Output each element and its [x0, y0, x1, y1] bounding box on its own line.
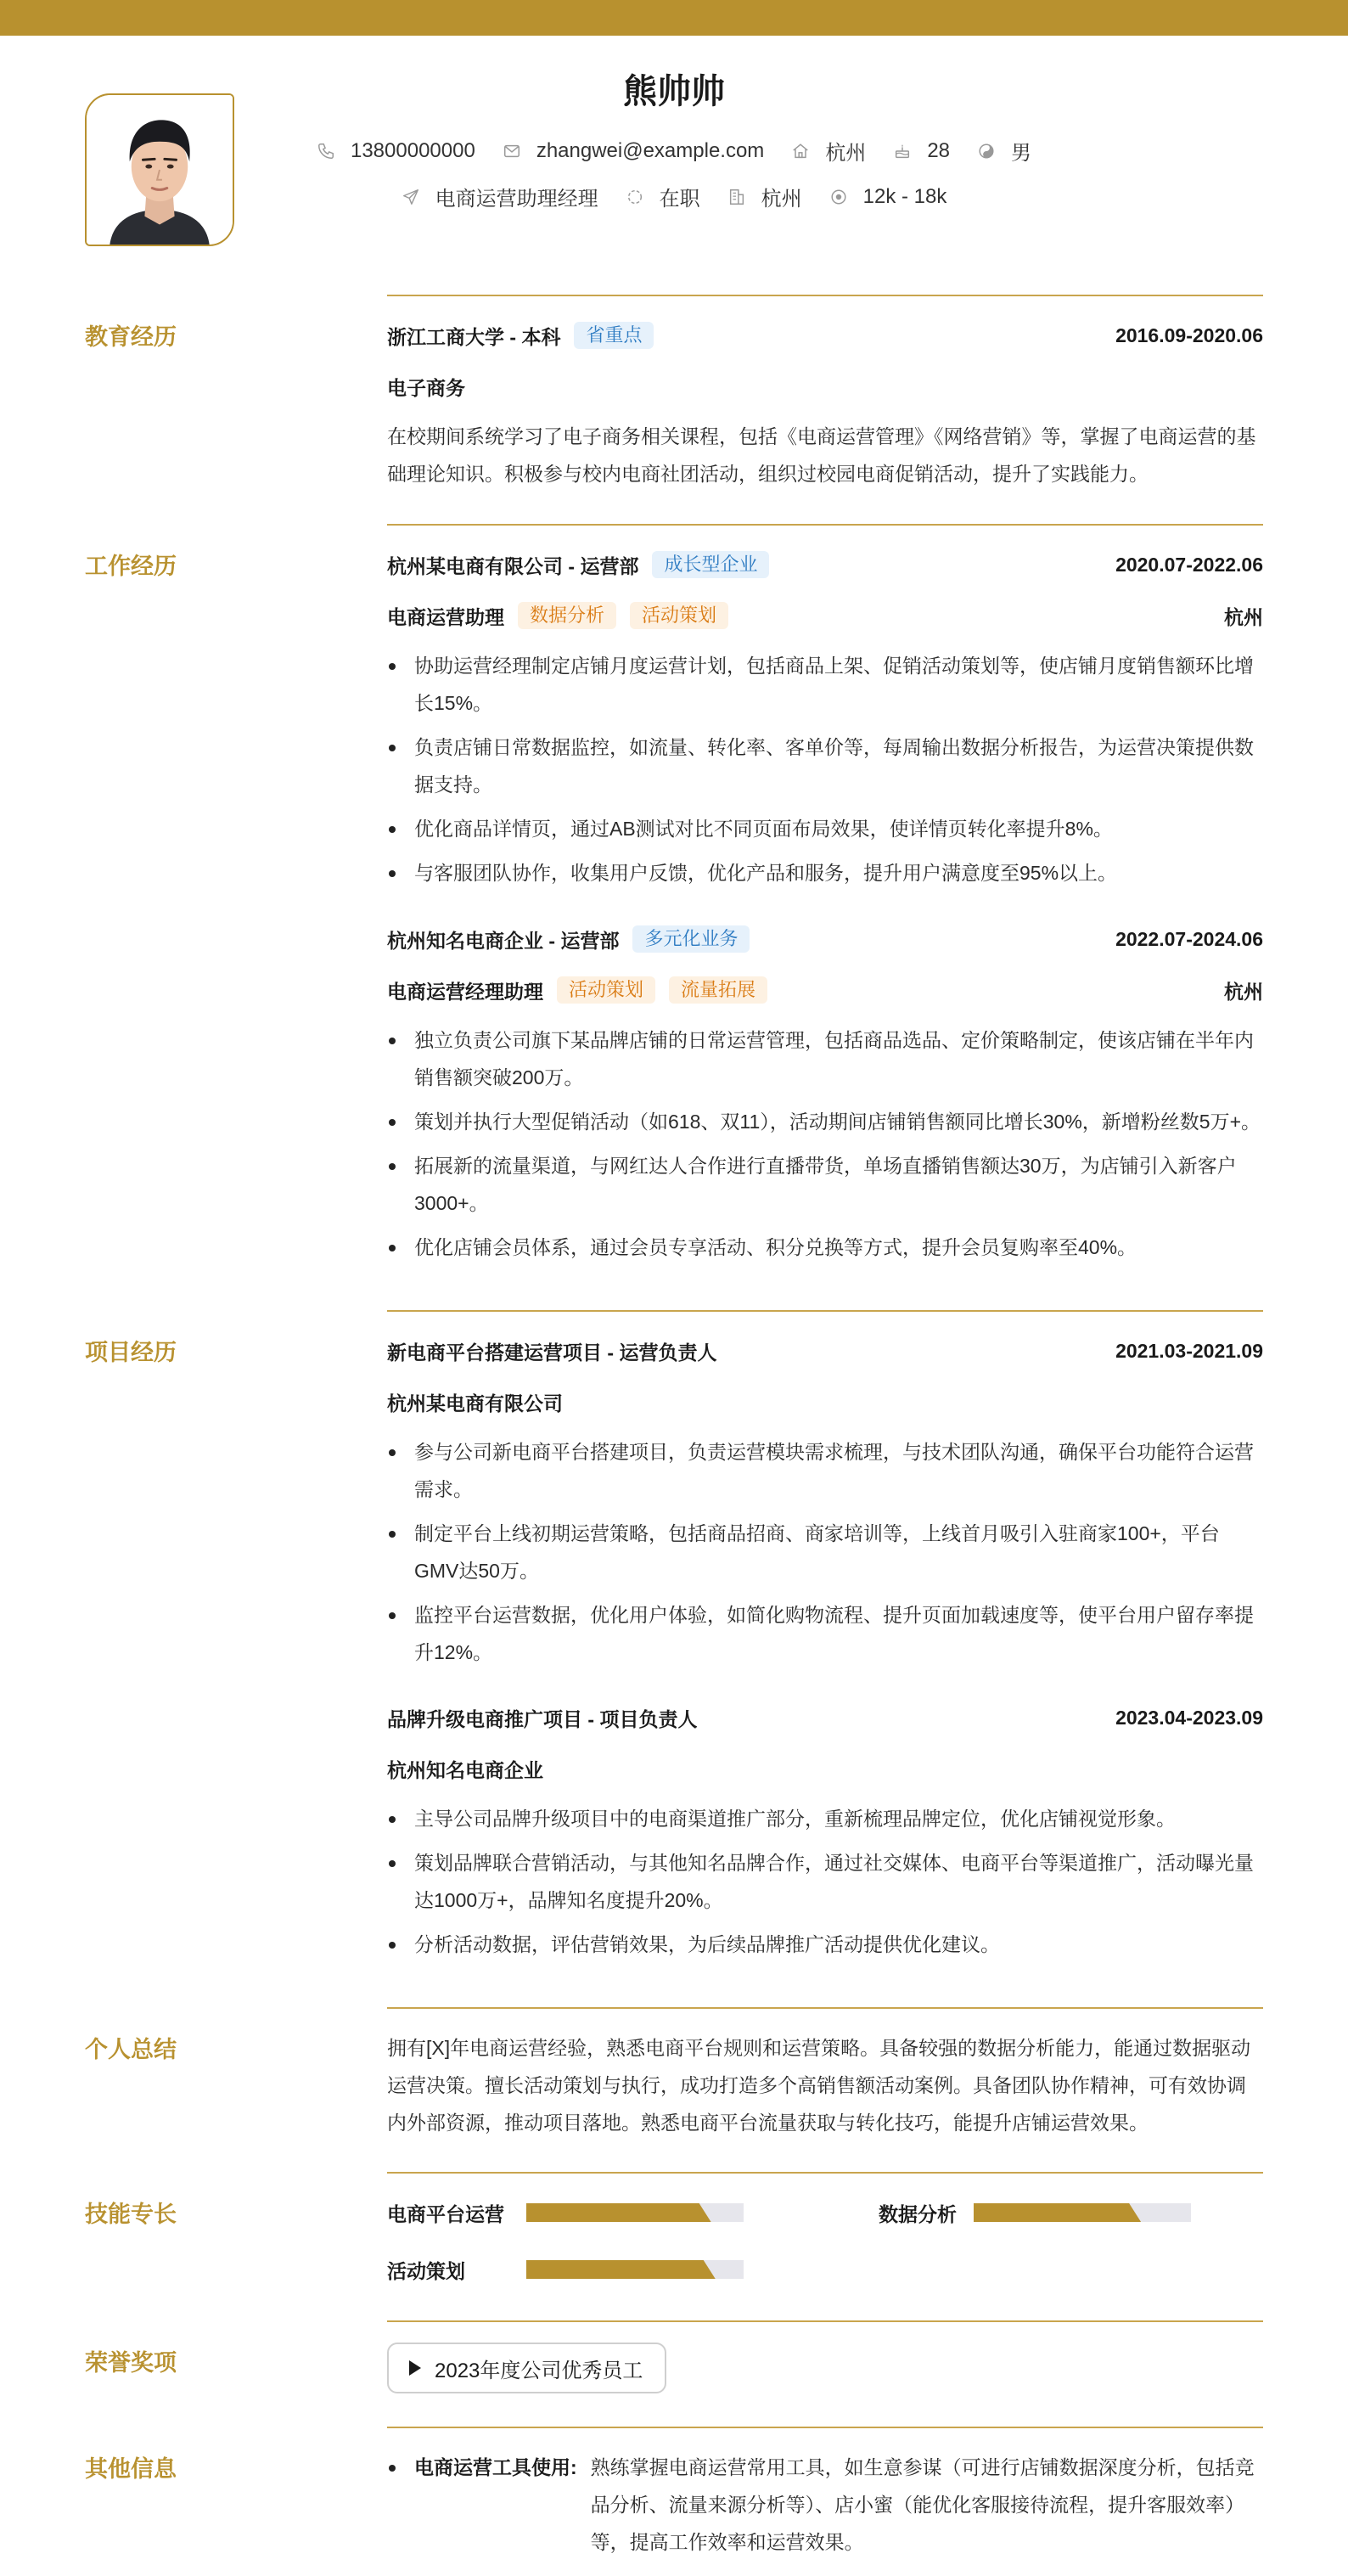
job-period: 2020.07-2022.06 — [1115, 553, 1263, 576]
project-bullets — [387, 1800, 1263, 1970]
employment-status: 在职 — [659, 188, 700, 211]
list-item: 优化商品详情页，通过AB测试对比不同页面布局效果，使详情页转化率提升8%。 — [387, 810, 1263, 847]
skill-bar-fill — [974, 2203, 1141, 2222]
section-title: 教育经历 — [85, 324, 177, 350]
project-header — [387, 1702, 1263, 1733]
skill-tag: 流量拓展 — [669, 976, 767, 1004]
list-item: 负责店铺日常数据监控，如流量、转化率、客单价等，每周输出数据分析报告，为运营决策提供数据支持。 — [387, 728, 1263, 803]
company-tag: 成长型企业 — [652, 551, 769, 578]
bullet-dot — [389, 2465, 396, 2472]
skill-name: 活动策划 — [387, 2259, 465, 2282]
target-position: 电商运营助理经理 — [435, 188, 598, 211]
job-role-row — [387, 600, 1263, 631]
skill-tag: 活动策划 — [557, 976, 655, 1004]
job-intent-row — [0, 182, 1348, 211]
major: 电子商务 — [387, 376, 465, 399]
other-item-text: 熟练掌握电商运营常用工具，如生意参谋（可进行店铺数据深度分析，包括竞品分析、流量来源分析等）、店小蜜（能优化客服接待流程，提升客服效率）等，提高工作效率和运营效果。 — [590, 2456, 1255, 2553]
list-item: 独立负责公司旗下某品牌店铺的日常运营管理，包括商品选品、定价策略制定，使该店铺在半年内销售额突破200万。 — [387, 1021, 1263, 1096]
home-icon — [791, 142, 810, 160]
cake-icon — [893, 142, 912, 160]
major-row — [387, 371, 1263, 402]
job-period: 2022.07-2024.06 — [1115, 927, 1263, 950]
skill-item — [879, 2197, 1191, 2228]
school-tag: 省重点 — [574, 322, 654, 349]
target-city-info — [727, 182, 802, 211]
education-header — [387, 320, 1263, 351]
section-title: 其他信息 — [85, 2456, 177, 2482]
project-name: 品牌升级电商推广项目 - 项目负责人 — [387, 1707, 698, 1730]
gender-icon — [977, 142, 996, 160]
skill-tag: 数据分析 — [518, 602, 616, 629]
skill-bar-fill — [526, 2203, 711, 2222]
skill-item — [387, 2197, 744, 2228]
phone-number: 13800000000 — [350, 138, 475, 162]
section-divider — [387, 2172, 1263, 2174]
project-period: 2023.04-2023.09 — [1115, 1706, 1263, 1729]
list-item — [387, 2449, 1263, 2561]
project-period: 2021.03-2021.09 — [1115, 1339, 1263, 1362]
email-address: zhangwei@example.com — [536, 138, 765, 162]
email-info — [503, 139, 765, 163]
expected-salary: 12k - 18k — [862, 184, 947, 208]
project-bullets — [387, 1433, 1263, 1678]
education-period: 2016.09-2020.06 — [1115, 323, 1263, 346]
skill-name: 数据分析 — [879, 2202, 957, 2225]
contact-info-row — [0, 136, 1348, 166]
section-title: 荣誉奖项 — [85, 2350, 177, 2376]
school-name: 浙江工商大学 - 本科 — [387, 325, 561, 348]
job-city: 杭州 — [1224, 980, 1263, 1003]
job-role: 电商运营经理助理 — [387, 980, 543, 1003]
job-company: 杭州知名电商企业 - 运营部 — [387, 929, 620, 952]
section-title: 工作经历 — [85, 554, 177, 579]
skill-tag: 活动策划 — [630, 602, 728, 629]
job-header — [387, 549, 1263, 580]
section-title: 个人总结 — [85, 2037, 177, 2062]
skill-bar-fill — [526, 2260, 716, 2279]
salary-info — [829, 185, 947, 209]
list-item: 制定平台上线初期运营策略，包括商品招商、商家培训等，上线首月吸引入驻商家100+，平台GMV达50万。 — [387, 1515, 1263, 1589]
project-company-row — [387, 1753, 1263, 1784]
job-bullets — [387, 1021, 1263, 1273]
list-item: 策划并执行大型促销活动（如618、双11），活动期间店铺销售额同比增长30%，新增粉丝数5万+。 — [387, 1103, 1263, 1140]
job-company: 杭州某电商有限公司 - 运营部 — [387, 554, 639, 577]
project-name: 新电商平台搭建运营项目 - 运营负责人 — [387, 1341, 717, 1364]
project-company: 杭州某电商有限公司 — [387, 1392, 563, 1415]
list-item: 与客服团队协作，收集用户反馈，优化产品和服务，提升用户满意度至95%以上。 — [387, 854, 1263, 891]
gender-info — [977, 136, 1031, 166]
skill-item — [387, 2254, 744, 2285]
job-city: 杭州 — [1224, 605, 1263, 628]
skill-name: 电商平台运营 — [387, 2202, 504, 2225]
target-city: 杭州 — [761, 188, 802, 211]
list-item: 拓展新的流量渠道，与网红达人合作进行直播带货，单场直播销售额达30万，为店铺引入新客户3000+。 — [387, 1147, 1263, 1222]
send-icon — [402, 188, 420, 206]
mail-icon — [503, 142, 521, 160]
avatar-portrait — [87, 95, 233, 245]
building-icon — [727, 188, 746, 206]
list-item: 主导公司品牌升级项目中的电商渠道推广部分，重新梳理品牌定位，优化店铺视觉形象。 — [387, 1800, 1263, 1837]
phone-icon — [317, 142, 335, 160]
candidate-name: 熊帅帅 — [623, 73, 725, 110]
job-role: 电商运营助理 — [387, 605, 504, 628]
list-item: 协助运营经理制定店铺月度运营计划，包括商品上架、促销活动策划等，使店铺月度销售额环比增长15%。 — [387, 647, 1263, 722]
salary-icon — [829, 188, 848, 206]
job-role-row — [387, 975, 1263, 1005]
company-tag: 多元化业务 — [632, 925, 750, 953]
gender: 男 — [1011, 142, 1032, 165]
job-bullets — [387, 647, 1263, 898]
section-divider — [387, 2007, 1263, 2009]
list-item: 策划品牌联合营销活动，与其他知名品牌合作，通过社交媒体、电商平台等渠道推广，活动曝光量达1000万+，品牌知名度提升20%。 — [387, 1844, 1263, 1919]
skill-bar — [526, 2260, 744, 2279]
award-label: 2023年度公司优秀员工 — [435, 2359, 643, 2382]
list-item: 监控平台运营数据，优化用户体验，如简化购物流程、提升页面加载速度等，使平台用户留存率提升12%。 — [387, 1596, 1263, 1671]
status-icon — [626, 188, 644, 206]
skill-bar — [974, 2203, 1191, 2222]
section-divider — [387, 2427, 1263, 2428]
section-divider — [387, 2320, 1263, 2322]
top-accent-bar — [0, 0, 1348, 36]
age-info — [893, 139, 950, 163]
skill-bar — [526, 2203, 744, 2222]
project-company: 杭州知名电商企业 — [387, 1758, 543, 1781]
section-divider — [387, 524, 1263, 526]
phone-info — [317, 139, 475, 163]
section-title: 技能专长 — [85, 2202, 177, 2227]
list-item: 参与公司新电商平台搭建项目，负责运营模块需求梳理，与技术团队沟通，确保平台功能符合运营需求。 — [387, 1433, 1263, 1508]
target-position-info — [402, 182, 598, 211]
avatar — [85, 93, 234, 246]
list-item: 分析活动数据，评估营销效果，为后续品牌推广活动提供优化建议。 — [387, 1926, 1263, 1963]
education-description: 在校期间系统学习了电子商务相关课程，包括《电商运营管理》《网络营销》等，掌握了电商运营的基础理论知识。积极参与校内电商社团活动，组织过校园电商促销活动，提升了实践能力。 — [387, 425, 1256, 485]
age: 28 — [927, 138, 951, 162]
other-item-label: 电商运营工具使用: — [414, 2456, 577, 2478]
award-toggle-button[interactable] — [387, 2343, 666, 2393]
location-info — [791, 136, 866, 166]
location: 杭州 — [825, 142, 867, 165]
list-item: 优化店铺会员体系，通过会员专享活动、积分兑换等方式，提升会员复购率至40%。 — [387, 1229, 1263, 1266]
section-divider — [387, 1310, 1263, 1312]
project-company-row — [387, 1386, 1263, 1417]
section-title: 项目经历 — [85, 1340, 177, 1365]
summary-text: 拥有[X]年电商运营经验，熟悉电商平台规则和运营策略。具备较强的数据分析能力，能通过数据驱动运营决策。擅长活动策划与执行，成功打造多个高销售额活动案例。具备团队协作精神，可有效协调内外部资源，推动项目落地。熟悉电商平台流量获取与转化技巧，能提升店铺运营效果。 — [387, 2037, 1251, 2134]
section-divider — [387, 295, 1263, 296]
job-header — [387, 924, 1263, 954]
status-info — [626, 182, 700, 211]
project-header — [387, 1336, 1263, 1366]
caret-right-icon — [409, 2360, 421, 2376]
